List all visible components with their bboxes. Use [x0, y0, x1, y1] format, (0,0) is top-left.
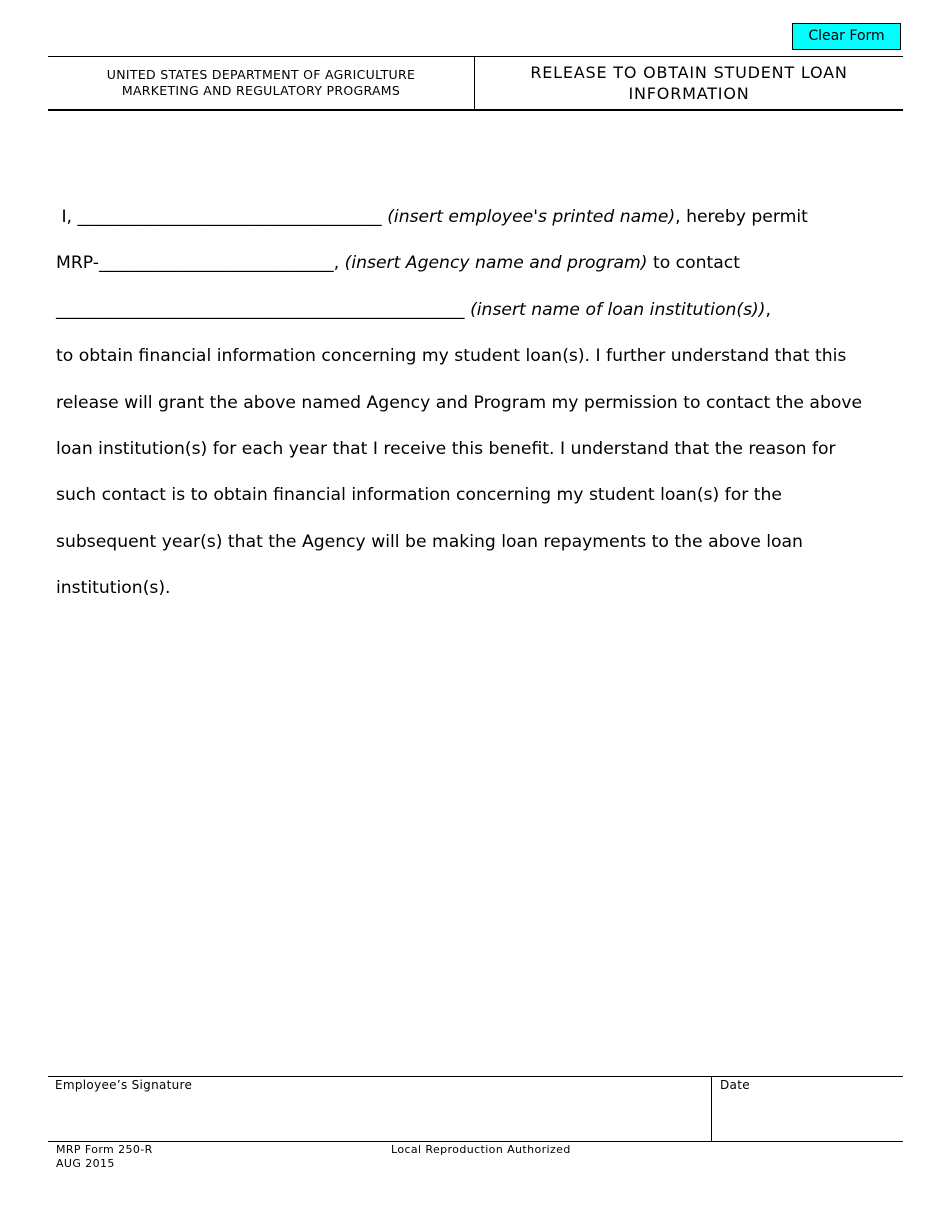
- statement-text: ,: [765, 299, 771, 320]
- statement-line-1: [56, 194, 906, 240]
- statement-line-2: MRP-___________________________, (insert Agency name and program) to contact: [56, 253, 741, 274]
- release-statement: [56, 194, 906, 612]
- statement-line-7: such contact is to obtain financial information concerning my student loan(s) for the: [56, 485, 782, 506]
- employee-name-field[interactable]: ___________________________________: [77, 207, 382, 227]
- date-label: Date: [720, 1078, 750, 1092]
- statement-line-4: to obtain financial information concerning my student loan(s). I further understand that this: [56, 346, 847, 367]
- loan-institution-hint: (insert name of loan institution(s)): [470, 299, 766, 320]
- employee-name-hint: (insert employee's printed name): [387, 207, 676, 227]
- form-title-line-2: INFORMATION: [628, 84, 750, 103]
- statement-text: to contact: [647, 253, 741, 274]
- form-identifier: [56, 1143, 153, 1171]
- form-title: [475, 57, 903, 109]
- employee-signature-label: Employee’s Signature: [55, 1078, 193, 1092]
- statement-text: MRP-: [56, 253, 99, 274]
- reproduction-note: Local Reproduction Authorized: [391, 1143, 571, 1156]
- agency-program-hint: (insert Agency name and program): [344, 253, 648, 274]
- signature-block: [48, 1076, 903, 1142]
- statement-line-3: [56, 287, 906, 333]
- agency-line-2: MARKETING AND REGULATORY PROGRAMS: [121, 83, 401, 98]
- form-number: MRP Form 250-R: [56, 1143, 153, 1156]
- date-field[interactable]: [712, 1077, 903, 1141]
- agency-block: [48, 57, 475, 109]
- agency-line-1: UNITED STATES DEPARTMENT OF AGRICULTURE: [106, 67, 416, 82]
- statement-line-5: release will grant the above named Agency and Program my permission to contact the above: [56, 392, 863, 413]
- statement-line-9: institution(s).: [56, 578, 171, 599]
- form-title-line-1: RELEASE TO OBTAIN STUDENT LOAN: [530, 63, 848, 82]
- clear-form-button[interactable]: Clear Form: [792, 23, 901, 50]
- statement-text: , hereby permit: [675, 207, 808, 227]
- form-header: [48, 56, 903, 111]
- form-date: AUG 2015: [56, 1157, 115, 1170]
- statement-line-6: loan institution(s) for each year that I receive this benefit. I understand that the reason for: [56, 438, 836, 459]
- statement-line-8: subsequent year(s) that the Agency will be making loan repayments to the above loan: [56, 531, 803, 552]
- employee-signature-field[interactable]: [48, 1077, 712, 1141]
- loan-institution-field[interactable]: _______________________________________________: [56, 299, 465, 320]
- agency-program-field[interactable]: ___________________________: [98, 253, 334, 274]
- statement-text: I,: [61, 207, 78, 227]
